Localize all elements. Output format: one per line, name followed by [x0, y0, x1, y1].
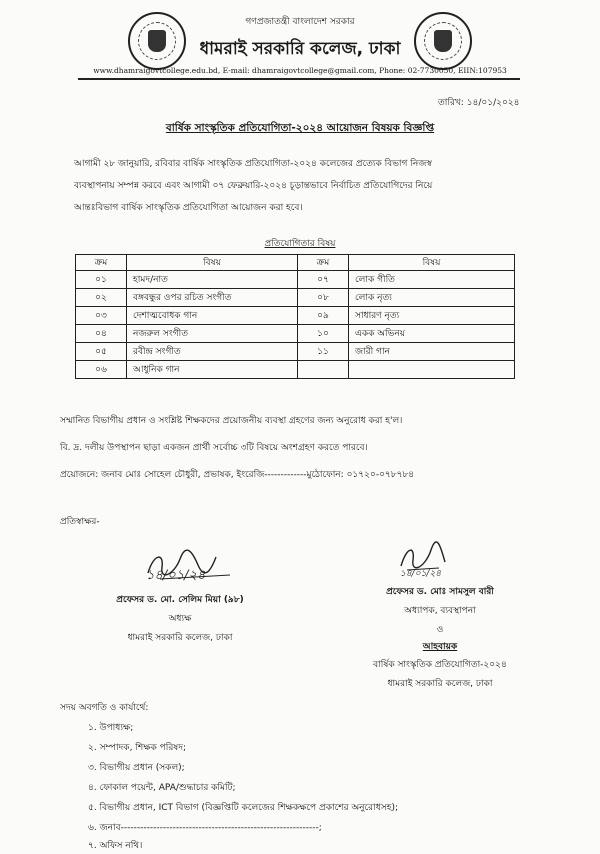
- left-signatory-name: প্রফেসর ড. মো. সেলিম মিয়া (৯৮): [116, 595, 244, 605]
- distribution-item: ৬. জনাব-------------------------------------------------------------;: [88, 823, 322, 833]
- notice-subject: বার্ষিক সাংস্কৃতিক প্রতিযোগিতা-২০২৪ আয়োজন বিষয়ক বিজ্ঞপ্তি: [165, 122, 435, 134]
- left-signatory-org: ধামরাই সরকারি কলেজ, ঢাকা: [127, 633, 233, 643]
- contact-person: প্রয়োজনে: জনাব মোঃ সোহেল চৌধুরী, প্রভাষক, ইংরেজি-------------মুঠোফোন: ০১৭২০-০৭৮৭৮৪: [60, 470, 415, 480]
- cell-subject: লোক গীতি: [349, 271, 515, 289]
- cell-subject: আধুনিক গান: [127, 361, 298, 379]
- right-signatory-title: অধ্যাপক, ব্যবস্থাপনা: [404, 606, 476, 616]
- distribution-item: ৪. ফোকাল পয়েন্ট, APA/শুদ্ধাচার কমিটি;: [88, 783, 236, 793]
- left-signature-date: ১৪/০১/২৪: [146, 568, 206, 583]
- body-line-2: ব্যবস্থাপনায় সম্পন্ন করবে এবং আগামী ০৭ ফেব্রুয়ারি-২০২৪ চূড়ান্তভাবে নির্বাচিত প্রতিযোগিদের নিয়ে: [74, 181, 433, 191]
- cell-serial: ১০: [298, 325, 349, 343]
- distribution-item: ১. উপাধ্যক্ষ;: [88, 723, 134, 733]
- cell-subject: [349, 361, 515, 379]
- col-header-subject: বিষয়: [127, 255, 298, 271]
- col-header-subject-2: বিষয়: [349, 255, 515, 271]
- right-signatory-and: ও: [436, 625, 444, 635]
- body-line-3: আন্তঃবিভাগ বার্ষিক সাংস্কৃতিক প্রতিযোগিতা আয়োজন করা হবে।: [74, 203, 303, 213]
- cell-serial: ০৬: [76, 361, 127, 379]
- col-header-serial: ক্রম: [76, 255, 127, 271]
- cell-subject: বঙ্গবন্ধুর ওপর রচিত সংগীত: [127, 289, 298, 307]
- cell-subject: লোক নৃত্য: [349, 289, 515, 307]
- cell-serial: [298, 361, 349, 379]
- issue-date: তারিখ: ১৪/০১/২০২৪: [438, 98, 520, 108]
- subjects-table: [75, 254, 515, 379]
- govt-heading: গণপ্রজাতন্ত্রী বাংলাদেশ সরকার: [245, 17, 355, 27]
- left-signatory-title: অধ্যক্ষ: [168, 614, 192, 624]
- cell-subject: সাধারণ নৃত্য: [349, 307, 515, 325]
- table-row: [76, 325, 515, 343]
- header-divider: [78, 78, 520, 80]
- cell-serial: ০১: [76, 271, 127, 289]
- table-row: [76, 271, 515, 289]
- right-signatory-name: প্রফেসর ড. মোঃ সামসুল বারী: [386, 587, 494, 597]
- distribution-item: ৫. বিভাগীয় প্রধান, ICT বিভাগ (বিজ্ঞপ্তিটি কলেজের শিক্ষকক্ষপে প্রকাশের অনুরোধসহ);: [88, 803, 398, 813]
- distribution-heading: সদয় অবগতি ও কার্যার্থে:: [60, 703, 149, 713]
- request-text: সম্মানিত বিভাগীয় প্রধান ও সংশ্লিষ্ট শিক্ষকদের প্রয়োজনীয় ব্যবস্থা গ্রহণের জন্য অনুরোধ করা হ'ল।: [60, 416, 403, 426]
- table-caption: প্রতিযোগিতার বিষয়: [264, 239, 336, 249]
- note-text: বি. দ্র. দলীয় উপস্থাপন ছাড়া একজন প্রার্থী সর্বোচ্চ ৩টি বিষয়ে অংশগ্রহণ করতে পারবে।: [60, 443, 368, 453]
- table-row: [76, 307, 515, 325]
- college-name: ধামরাই সরকারি কলেজ, ঢাকা: [199, 39, 401, 59]
- right-signatory-committee: বার্ষিক সাংস্কৃতিক প্রতিযোগিতা-২০২৪: [373, 660, 507, 670]
- distribution-item: ৩. বিভাগীয় প্রধান (সকল);: [88, 763, 185, 773]
- cell-serial: ০৩: [76, 307, 127, 325]
- right-signatory-org: ধামরাই সরকারি কলেজ, ঢাকা: [387, 679, 493, 689]
- distribution-item: ২. সম্পাদক, শিক্ষক পরিষদ;: [88, 743, 187, 753]
- table-header-row: [76, 255, 515, 271]
- col-header-serial-2: ক্রম: [298, 255, 349, 271]
- cell-subject: হামদ/নাত: [127, 271, 298, 289]
- cell-subject: নজরুল সংগীত: [127, 325, 298, 343]
- countersign-label: প্রতিস্বাক্ষর-: [60, 517, 100, 527]
- contact-info: www.dhamraigovtcollege.edu.bd, E-mail: dhamraigovtcollege@gmail.com, Phone: 02-7730050, EIIN:107953: [93, 66, 507, 75]
- table-row: [76, 289, 515, 307]
- cell-serial: ০৯: [298, 307, 349, 325]
- table-row: [76, 343, 515, 361]
- cell-serial: ০৫: [76, 343, 127, 361]
- cell-subject: রবীন্দ্র সংগীত: [127, 343, 298, 361]
- cell-serial: ০৪: [76, 325, 127, 343]
- table-row: [76, 361, 515, 379]
- cell-subject: একক অভিনয়: [349, 325, 515, 343]
- right-signature-date: ১৪/০১/২৪: [400, 569, 442, 579]
- right-signatory-role: আহবায়ক: [422, 642, 458, 652]
- cell-subject: জারী গান: [349, 343, 515, 361]
- cell-subject: দেশাত্মবোধক গান: [127, 307, 298, 325]
- cell-serial: ০২: [76, 289, 127, 307]
- cell-serial: ১১: [298, 343, 349, 361]
- body-line-1: আগামী ২৮ জানুয়ারি, রবিবার বার্ষিক সাংস্কৃতিক প্রতিযোগিতা-২০২৪ কলেজের প্রত্যেক বিভাগ নিজস্ব: [74, 159, 432, 169]
- distribution-item: ৭. অফিস নথি।: [88, 841, 143, 851]
- cell-serial: ০৮: [298, 289, 349, 307]
- cell-serial: ০৭: [298, 271, 349, 289]
